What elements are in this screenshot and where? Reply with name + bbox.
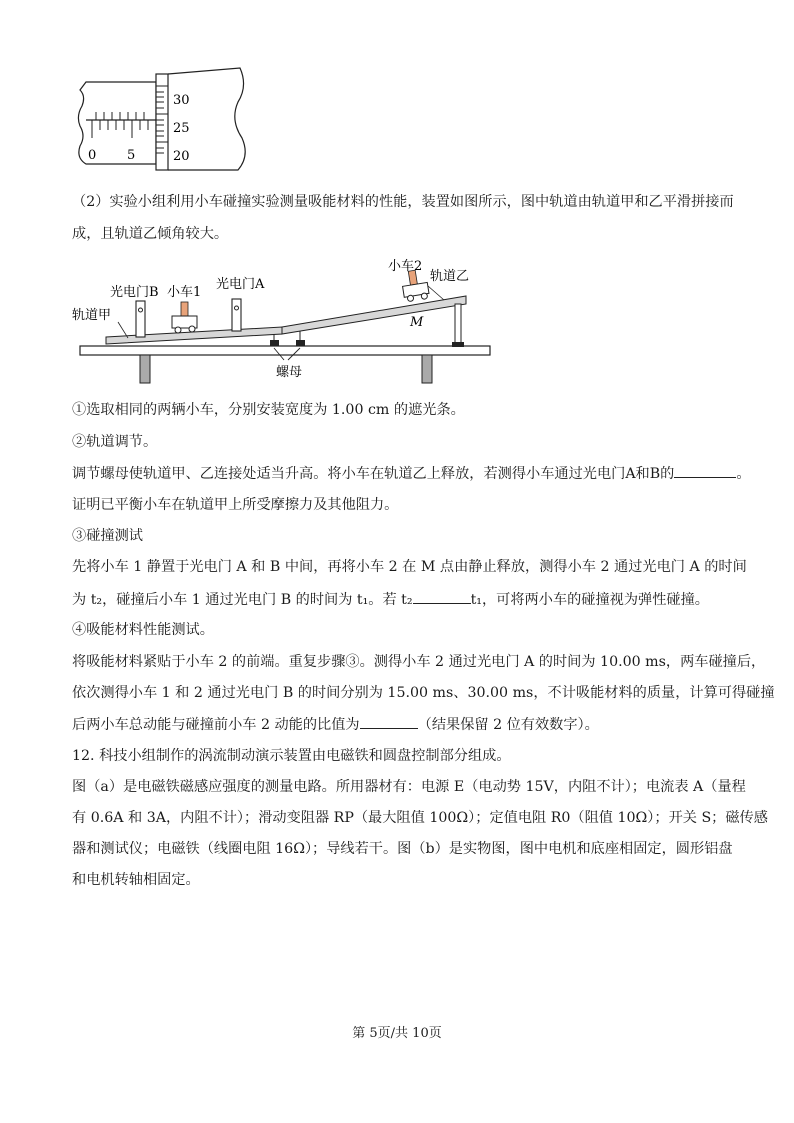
step4-line3-pre: 后两小车总动能与碰撞前小车 2 动能的比值为	[72, 717, 360, 733]
section2-intro-2: 成，且轨道乙倾角较大。	[72, 226, 229, 242]
step4-line1: 将吸能材料紧贴于小车 2 的前端。重复步骤③。测得小车 2 通过光电门 A 的时间为 10.00 ms，两车碰撞后，	[72, 654, 766, 670]
step3-line1: 先将小车 1 静置于光电门 A 和 B 中间，再将小车 2 在 M 点由静止释放，测得小车 2 通过光电门 A 的时间	[72, 559, 747, 575]
step4-line3	[72, 714, 599, 735]
q12-line5: 和电机转轴相固定。	[72, 872, 200, 888]
thimble-label-25: 25	[173, 121, 190, 136]
step1: ①选取相同的两辆小车，分别安装宽度为 1.00 cm 的遮光条。	[72, 402, 465, 418]
cart-collision-apparatus	[72, 252, 496, 384]
q12-line1: 12. 科技小组制作的涡流制动演示装置由电磁铁和圆盘控制部分组成。	[72, 748, 511, 764]
track-yi-label: 轨道乙	[430, 269, 470, 284]
step3-line2-post: t₁，可将两小车的碰撞视为弹性碰撞。	[470, 592, 709, 608]
section2-intro-1: （2）实验小组利用小车碰撞实验测量吸能材料的性能，装置如图所示，图中轨道由轨道甲和乙平滑拼接而	[72, 194, 734, 210]
answer-blank-2[interactable]	[413, 589, 471, 604]
micrometer-figure	[72, 64, 252, 172]
step2-line2: 证明已平衡小车在轨道甲上所受摩擦力及其他阻力。	[72, 497, 399, 513]
micrometer-main-label-5: 5	[127, 148, 136, 163]
gate-a-label: 光电门A	[216, 277, 265, 292]
gate-b-label: 光电门B	[110, 285, 159, 300]
cart1-label: 小车1	[167, 285, 202, 300]
step3-line2-pre: 为 t₂，碰撞后小车 1 通过光电门 B 的时间为 t₁。若 t₂	[72, 592, 413, 608]
q12-line4: 器和测试仪；电磁铁（线圈电阻 16Ω）；导线若干。图（b）是实物图，图中电机和底座相固定，圆形铝盘	[72, 841, 733, 857]
step4-line3-post: （结果保留 2 位有效数字）。	[417, 717, 599, 733]
step4-title: ④吸能材料性能测试。	[72, 622, 214, 638]
step3-title: ③碰撞测试	[72, 528, 143, 544]
q12-line3: 有 0.6A 和 3A，内阻不计）；滑动变阻器 RP（最大阻值 100Ω）；定值电阻 R0（阻值 10Ω）；开关 S；磁传感	[72, 810, 768, 826]
cart2-label: 小车2	[388, 259, 423, 274]
point-m-label: M	[410, 315, 424, 330]
answer-blank-1[interactable]	[674, 463, 736, 478]
step2-line1-end: 。	[736, 466, 751, 482]
answer-blank-3[interactable]	[360, 714, 418, 729]
page-footer: 第 5页/共 10页	[352, 1026, 442, 1041]
q12-line2: 图（a）是电磁铁磁感应强度的测量电路。所用器材有：电源 E（电动势 15V，内阻不计）；电流表 A（量程	[72, 779, 746, 795]
track-jia-label: 轨道甲	[72, 308, 112, 323]
nut-label: 螺母	[276, 365, 303, 380]
step4-line2: 依次测得小车 1 和 2 通过光电门 B 的时间分别为 15.00 ms、30.00 ms，不计吸能材料的质量，计算可得碰撞	[72, 685, 775, 701]
micrometer-main-label-0: 0	[88, 148, 97, 163]
step2-line1-text: 调节螺母使轨道甲、乙连接处适当升高。将小车在轨道乙上释放，若测得小车通过光电门A和B的	[72, 466, 675, 482]
step3-line2	[72, 589, 709, 610]
step2-title: ②轨道调节。	[72, 434, 158, 450]
thimble-label-30: 30	[173, 93, 190, 108]
step2-line1	[72, 463, 751, 484]
thimble-label-20: 20	[173, 149, 190, 164]
